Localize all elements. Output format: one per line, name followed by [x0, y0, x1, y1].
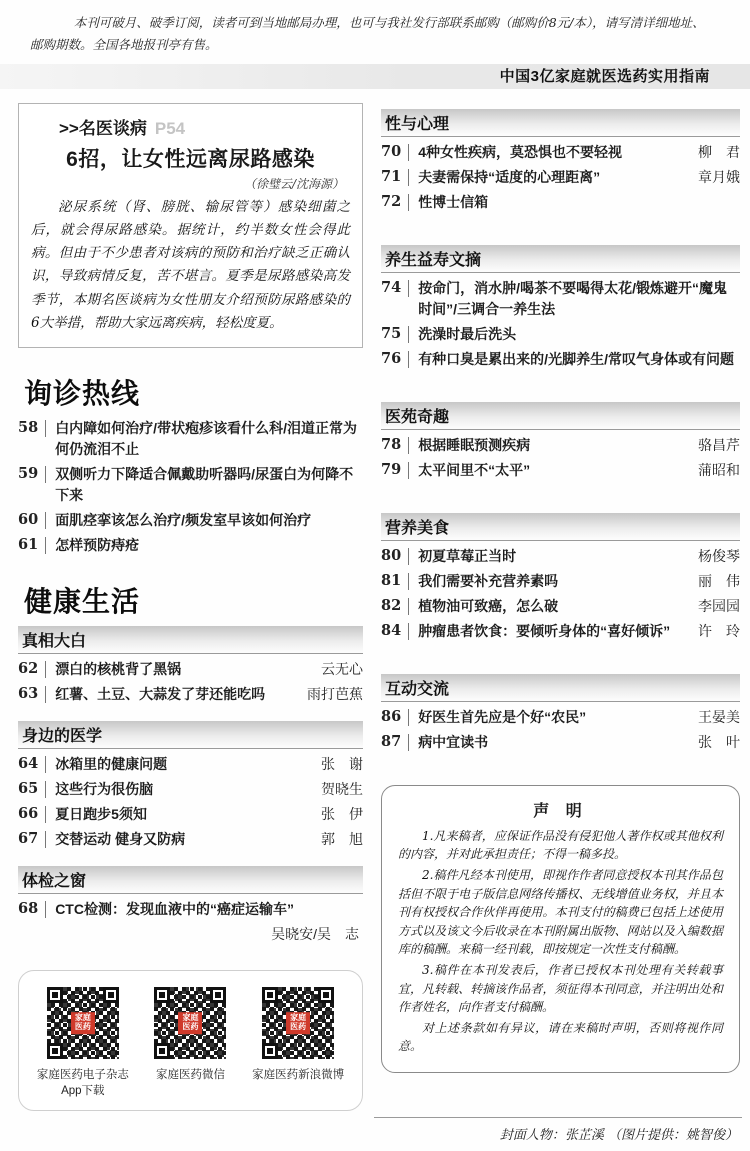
toc-item: [18, 418, 363, 460]
item-title: 太平间里不“太平”: [418, 461, 531, 478]
item-title: 洗澡时最后洗头: [418, 325, 517, 342]
qr-panel: [18, 970, 363, 1111]
item-author: 张 叶: [698, 733, 740, 750]
item-title: 我们需要补充营养素吗: [418, 572, 559, 589]
page-number: 80: [381, 546, 402, 564]
featured-summary: 泌尿系统（肾、膀胱、输尿管等）感染细菌之后，就会得尿路感染。据统计，约半数女性会得此病。但由于不少患者对该病的预防和治疗缺乏正确认识，导致病情反复，苦不堪言。夏季是尿路感染高发季节，本期名医谈病为女性朋友介绍预防尿路感染的6大举措，帮助大家远离疾病，轻松度夏。: [31, 198, 350, 331]
item-title: 植物油可致癌，怎么破: [418, 597, 559, 614]
statement-paragraph: 3.稿件在本刊发表后，作者已授权本刊处理有关转载事宜，凡转载、转摘该作品者，须征得本刊同意，并注明出处和作者姓名，向作者支付稿酬。: [398, 962, 723, 1015]
featured-title: 6招，让女性远离尿路感染: [66, 147, 315, 171]
page-number: 64: [18, 755, 39, 773]
qr-code-weibo-icon: [262, 987, 334, 1059]
qr-finder-icon: [103, 987, 119, 1003]
banner-tagline: 中国3亿家庭就医选药实用指南: [0, 64, 750, 89]
section-header: 养生益寿文摘: [381, 245, 740, 273]
qr-unit-wechat: [137, 987, 243, 1098]
item-title: 漂白的核桃背了黑锅: [55, 661, 182, 678]
item-title: 4种女性疾病，莫恐惧也不要轻视: [418, 143, 622, 160]
toc-item: [381, 349, 740, 370]
item-title: 红薯、土豆、大蒜发了芽还能吃吗: [55, 686, 266, 703]
page-number: 62: [18, 660, 39, 678]
item-title: 有种口臭是累出来的/光脚养生/常叹气身体或有问题: [418, 350, 734, 367]
qr-finder-icon: [47, 987, 63, 1003]
section-title-hotline: 询诊热线: [24, 378, 141, 410]
qr-code-wechat-icon: [154, 987, 226, 1059]
item-author: 许 玲: [698, 622, 740, 639]
item-title: 夏日跑步5须知: [55, 806, 147, 823]
item-title: 面肌痉挛该怎么治疗/频发室早该如何治疗: [55, 512, 312, 529]
item-author: 李园园: [698, 597, 740, 614]
page-number: 67: [18, 830, 39, 848]
toc-item: [381, 324, 740, 345]
page-number: 81: [381, 571, 402, 589]
item-author: 杨俊琴: [698, 547, 740, 564]
item-title: 好医生首先应是个好“农民”: [418, 708, 587, 725]
item-title: 初夏草莓正当时: [418, 547, 517, 564]
toc-item: [18, 659, 363, 680]
subsection-header: 体检之窗: [18, 866, 363, 894]
toc-item: [381, 621, 740, 642]
toc-item: [381, 167, 740, 188]
toc-item: [381, 142, 740, 163]
toc-item: [18, 829, 363, 850]
qr-finder-icon: [318, 987, 334, 1003]
qr-center-label: 家庭医药: [71, 1012, 95, 1034]
featured-page-ref: P54: [154, 118, 186, 138]
item-author: 张 谢: [321, 756, 363, 773]
item-author: 蒲昭和: [698, 461, 740, 478]
right-column: [381, 103, 740, 1111]
section-header: 医苑奇趣: [381, 402, 740, 430]
page-number: 65: [18, 780, 39, 798]
item-title: 双侧听力下降适合佩戴助听器吗/尿蛋白为何降不下来: [55, 466, 354, 504]
qr-code-app-icon: [47, 987, 119, 1059]
item-title: 白内障如何治疗/带状疱疹该看什么科/泪道正常为何仍流泪不止: [55, 420, 357, 458]
page-number: 68: [18, 900, 39, 918]
page-number: 61: [18, 536, 39, 554]
item-title: 根据睡眠预测疾病: [418, 436, 531, 453]
page-number: 79: [381, 460, 402, 478]
item-author: 郭 旭: [321, 831, 363, 848]
statement-title: 声 明: [533, 802, 588, 820]
statement-box: [381, 785, 740, 1073]
featured-article-box: [18, 103, 363, 348]
section-sex-psychology: [381, 109, 740, 213]
section-nutrition-food: [381, 513, 740, 642]
subsection-header: 身边的医学: [18, 721, 363, 749]
page-number: 63: [18, 685, 39, 703]
subsection-checkup-window: [18, 866, 363, 944]
item-title: 交替运动 健身又防病: [55, 831, 186, 848]
page-number: 66: [18, 805, 39, 823]
page-number: 74: [381, 278, 402, 296]
left-column: [18, 103, 363, 1111]
qr-unit-weibo: [245, 987, 351, 1098]
toc-item: [18, 899, 363, 920]
page-number: 87: [381, 732, 402, 750]
item-title: 按命门，消水肿/喝茶不要喝得太花/锻炼避开“魔鬼时间”/三调合一养生法: [418, 279, 727, 317]
qr-finder-icon: [47, 1043, 63, 1059]
item-author: 雨打芭蕉: [307, 686, 363, 703]
page-number: 76: [381, 349, 402, 367]
toc-item: [18, 510, 363, 531]
subsection-everyday-medicine: [18, 721, 363, 850]
qr-unit-app: [30, 987, 136, 1098]
toc-item: [381, 460, 740, 481]
page-number: 58: [18, 419, 39, 437]
item-author: 张 伊: [321, 806, 363, 823]
section-longevity-digest: [381, 245, 740, 370]
featured-kicker: [31, 114, 350, 139]
qr-finder-icon: [262, 987, 278, 1003]
item-author: 章月娥: [698, 168, 740, 185]
content-columns: [0, 89, 750, 1151]
item-author: 骆昌芹: [698, 436, 740, 453]
page-number: 60: [18, 511, 39, 529]
section-title-healthy-life: 健康生活: [24, 586, 141, 618]
item-author: 柳 君: [698, 143, 740, 160]
item-title: 病中宜读书: [418, 733, 489, 750]
cover-credit: 封面人物：张芷溪 （图片提供：姚智俊）: [374, 1117, 742, 1147]
toc-item: [381, 435, 740, 456]
toc-item: [381, 596, 740, 617]
toc-item: [18, 779, 363, 800]
statement-paragraph: 2.稿件凡经本刊使用，即视作作者同意授权本刊其作品包括但不限于电子版信息网络传播权、无线增值业务权，并且本刊有权授权合作伙伴再使用。本刊支付的稿费已包括上述使用方式以及该文今后收录在本刊附属出版物、网站以及入编数据库的稿酬。来稿一经刊载，即按规定一次性支付稿酬。: [398, 867, 723, 957]
toc-item: [18, 535, 363, 556]
featured-kicker-label: >>名医谈病: [59, 118, 147, 138]
toc-item: [381, 278, 740, 320]
page-number: 86: [381, 707, 402, 725]
page-number: 84: [381, 621, 402, 639]
qr-caption: 家庭医药电子杂志App下载: [36, 1069, 129, 1098]
page-number: 75: [381, 324, 402, 342]
item-title: 冰箱里的健康问题: [55, 756, 168, 773]
item-title: 怎样预防痔疮: [55, 537, 140, 554]
qr-finder-icon: [154, 987, 170, 1003]
toc-item: [18, 754, 363, 775]
statement-paragraph: 对上述条款如有异议，请在来稿时声明，否则将视作同意。: [398, 1020, 723, 1054]
hotline-list: [18, 418, 363, 556]
qr-caption: 家庭医药微信: [155, 1069, 225, 1082]
section-interaction: [381, 674, 740, 753]
toc-item: [18, 464, 363, 506]
featured-byline: （徐璧云/沈海源）: [243, 176, 344, 191]
qr-finder-icon: [262, 1043, 278, 1059]
toc-item: [381, 571, 740, 592]
section-header: 营养美食: [381, 513, 740, 541]
section-medical-oddities: [381, 402, 740, 481]
qr-center-label: 家庭医药: [178, 1012, 202, 1034]
toc-item: [381, 707, 740, 728]
item-title: 性博士信箱: [418, 193, 489, 210]
toc-item: [381, 546, 740, 567]
qr-center-label: 家庭医药: [286, 1012, 310, 1034]
section-header: 互动交流: [381, 674, 740, 702]
page-number: 59: [18, 465, 39, 483]
toc-item: [18, 804, 363, 825]
item-title: 这些行为很伤脑: [55, 781, 154, 798]
item-author: 王晏美: [698, 708, 740, 725]
toc-item: [381, 192, 740, 213]
toc-item: [381, 732, 740, 753]
qr-finder-icon: [154, 1043, 170, 1059]
qr-finder-icon: [210, 987, 226, 1003]
item-author: 贺晓生: [321, 781, 363, 798]
section-header: 性与心理: [381, 109, 740, 137]
item-title: 夫妻需保持“适度的心理距离”: [418, 168, 601, 185]
item-title: 肿瘤患者饮食：要倾听身体的“喜好倾诉”: [418, 622, 671, 639]
page-number: 71: [381, 167, 402, 185]
statement-paragraph: 1.凡来稿者，应保证作品没有侵犯他人著作权或其他权利的内容，并对此承担责任；不得一稿多投。: [398, 828, 723, 862]
subscription-note: 本刊可破月、破季订阅，读者可到当地邮局办理，也可与我社发行部联系邮购（邮购价8元/本），请写清详细地址、邮购期数。全国各地报刊亭有售。: [30, 15, 705, 52]
item-title: CTC检测：发现血液中的“癌症运输车”: [55, 901, 294, 918]
item-author: 云无心: [321, 661, 363, 678]
qr-caption: 家庭医药新浪微博: [252, 1069, 345, 1082]
page-number: 82: [381, 596, 402, 614]
toc-item: [18, 684, 363, 705]
page-number: 70: [381, 142, 402, 160]
item-author: 丽 伟: [698, 572, 740, 589]
page-number: 78: [381, 435, 402, 453]
page-number: 72: [381, 192, 402, 210]
subsection-truth: [18, 626, 363, 705]
subsection-header: 真相大白: [18, 626, 363, 654]
item-author: 吴晓安/吴 志: [271, 926, 359, 943]
